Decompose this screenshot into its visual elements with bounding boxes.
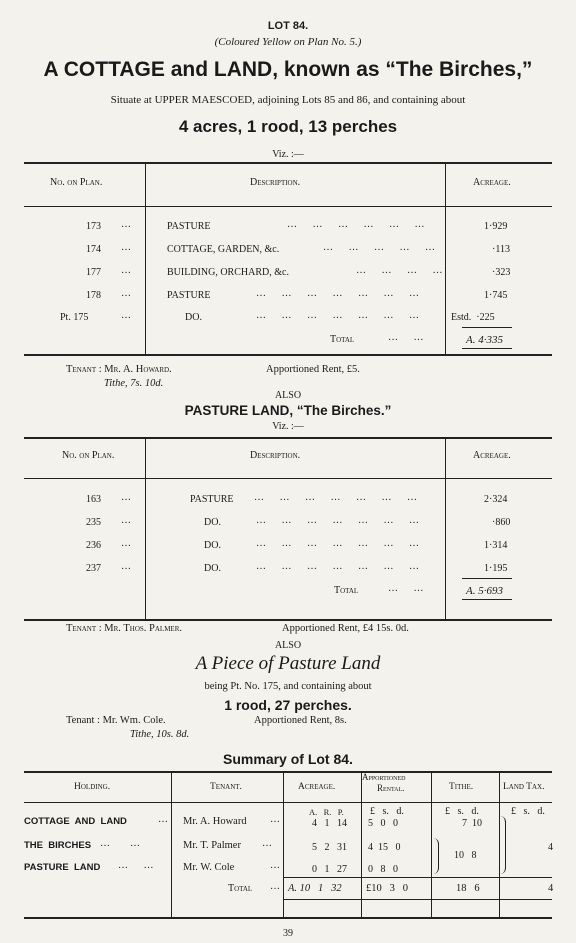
plan-no: 174 (86, 244, 101, 255)
tithe-brace (432, 838, 439, 874)
tenant: Mr. T. Palmer (183, 840, 241, 851)
lot-viz: Viz. :— (272, 149, 304, 160)
holding: PASTURE LAND (24, 862, 101, 873)
tenant: Mr. W. Cole (183, 862, 235, 873)
piece-title: A Piece of Pasture Land (195, 653, 381, 674)
rental: 4 15 0 (368, 842, 401, 853)
summary-header-tenant: Tenant. (210, 782, 242, 792)
acreage: Estd. ·225 (451, 312, 495, 323)
description: DO. (204, 540, 221, 551)
tithe-1: Tithe, 7s. 10d. (104, 378, 164, 389)
lot-situate: Situate at UPPER MAESCOED, adjoining Lots 85 and 86, and containing about (110, 94, 466, 106)
summary-total-tithe: 18 6 (456, 883, 480, 894)
tithe: 7 10 (462, 818, 482, 829)
table-header-description: Description. (250, 177, 301, 188)
summary-header-landtax: Land Tax. (503, 782, 545, 792)
summary-header-tithe: Tithe. (449, 782, 474, 792)
landtax-brace (499, 816, 506, 874)
tenant-2: Tenant : Mr. Thos. Palmer. (66, 623, 182, 634)
acreage: 0 1 27 (312, 864, 347, 875)
summary-header-acreage: Acreage. (298, 782, 336, 792)
description: DO. (185, 312, 202, 323)
tithe-combined: 10 8 (454, 850, 477, 861)
summary-total-rental: £10 3 0 (366, 883, 408, 894)
tithe-3: Tithe, 10s. 8d. (130, 729, 190, 740)
rent-2: Apportioned Rent, £4 15s. 0d. (282, 623, 409, 634)
summary-total-acreage: A. 10 1 32 (288, 883, 342, 894)
unit-lsd-tithe: £ s. d. (445, 806, 479, 817)
summary-header-rental-2: Rental. (377, 783, 405, 793)
total-acreage: A. 4·335 (466, 334, 503, 346)
holding: THE BIRCHES (24, 840, 92, 851)
table-header-acreage: Acreage. (473, 177, 511, 188)
acreage: ·860 (492, 517, 511, 528)
rental: 0 8 0 (368, 864, 398, 875)
table-header-description: Description. (250, 450, 301, 461)
plan-no: Pt. 175 (60, 312, 89, 323)
lot-area: 4 acres, 1 rood, 13 perches (178, 117, 398, 136)
table-header-acreage: Acreage. (473, 450, 511, 461)
description: PASTURE (190, 494, 234, 505)
tenant-1: Tenant : Mr. A. Howard. (66, 364, 172, 375)
plan-no: 178 (86, 290, 101, 301)
total-label: Total (334, 585, 359, 596)
piece-being: being Pt. No. 175, and containing about (204, 681, 372, 692)
page-number: 39 (283, 928, 293, 939)
holding: COTTAGE AND LAND (24, 816, 127, 827)
pasture-viz: Viz. :— (272, 421, 304, 432)
also-2: ALSO (274, 640, 302, 651)
lot-title: A COTTAGE and LAND, known as “The Birches,” (43, 58, 533, 81)
pasture-title: PASTURE LAND, “The Birches.” (184, 403, 392, 418)
acreage: ·323 (492, 267, 511, 278)
acreage: 5 2 31 (312, 842, 347, 853)
unit-lsd-rent: £ s. d. (370, 806, 404, 817)
rent-3: Apportioned Rent, 8s. (254, 715, 347, 726)
acreage: 1·195 (484, 563, 508, 574)
description: PASTURE (167, 221, 211, 232)
rental: 5 0 0 (368, 818, 398, 829)
description: PASTURE (167, 290, 211, 301)
acreage: 1·745 (484, 290, 508, 301)
lot-note: (Coloured Yellow on Plan No. 5.) (214, 36, 362, 48)
summary-header-rental-1: Apportioned (362, 772, 406, 782)
acreage: ·113 (492, 244, 510, 255)
landtax-combined: 4 (548, 842, 553, 853)
unit-lsd-landtax: £ s. d. (511, 806, 545, 817)
acreage: 2·324 (484, 494, 508, 505)
summary-total-landtax: 4 (548, 883, 554, 894)
description: DO. (204, 517, 221, 528)
piece-area: 1 rood, 27 perches. (224, 697, 352, 713)
plan-no: 177 (86, 267, 101, 278)
rent-1: Apportioned Rent, £5. (266, 364, 360, 375)
summary-total-label: Total (228, 883, 253, 894)
also-1: ALSO (274, 390, 302, 401)
lot-number: LOT 84. (267, 20, 309, 32)
acreage: 4 1 14 (312, 818, 347, 829)
total-label: Total (330, 334, 355, 345)
table-header-no: No. on Plan. (50, 177, 103, 188)
acreage: 1·929 (484, 221, 508, 232)
plan-no: 237 (86, 563, 101, 574)
plan-no: 173 (86, 221, 101, 232)
summary-header-holding: Holding. (74, 782, 111, 792)
plan-no: 163 (86, 494, 101, 505)
tenant-3: Tenant : Mr. Wm. Cole. (66, 715, 166, 726)
tenant: Mr. A. Howard (183, 816, 247, 827)
description: DO. (204, 563, 221, 574)
table-header-no: No. on Plan. (62, 450, 115, 461)
plan-no: 235 (86, 517, 101, 528)
total-acreage: A. 5·693 (466, 585, 503, 597)
acreage: 1·314 (484, 540, 508, 551)
summary-title: Summary of Lot 84. (223, 751, 353, 767)
unit-arp: A. R. P. (309, 807, 344, 817)
plan-no: 236 (86, 540, 101, 551)
description: BUILDING, ORCHARD, &c. (167, 267, 289, 278)
description: COTTAGE, GARDEN, &c. (167, 244, 280, 255)
